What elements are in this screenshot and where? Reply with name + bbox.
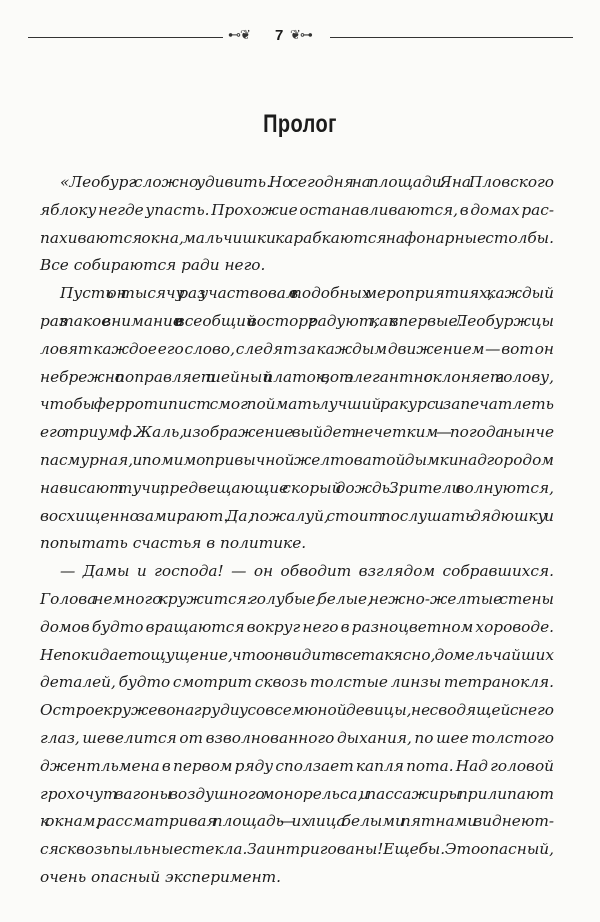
text-line: деталей, будто смотрит сквозь толстые линзы тетранокля. <box>40 673 554 692</box>
text-line: джентльмена в первом ряду сползает капля пота. Над головой <box>40 756 554 775</box>
text-line: Пусть он тысячу раз участвовал в подобных мероприятиях, каждый <box>60 284 554 303</box>
paragraph <box>40 558 554 892</box>
paragraph <box>40 280 554 558</box>
ornament-left-icon: ⊷❦ <box>228 28 250 43</box>
text-line: нависают тучи, предвещающие скорый дождь. Зрители волнуются, <box>40 478 554 497</box>
paragraph <box>40 169 554 280</box>
text-line: очень опасный эксперимент. <box>40 867 282 886</box>
text-line: ловят каждое его слово, следят за каждым движением — вот он <box>40 339 554 358</box>
text-line: его триумф. Жаль, изображение выйдет нечетким — погода нынче <box>40 423 554 442</box>
text-line: чтобы ферротипист смог поймать лучший ракурс и запечатлеть <box>40 395 554 414</box>
text-line: глаз, шевелится от взволнованного дыхания, по шее толстого <box>40 728 554 747</box>
text-line: грохочут вагоны воздушного монорельса, и пассажиры прилипают <box>40 784 554 803</box>
header-rule-left <box>28 37 223 38</box>
text-line: попытать счастья в политике. <box>40 534 307 553</box>
text-line: домов будто вращаются вокруг него в разноцветном хороводе. <box>40 617 554 636</box>
text-line: «Леобург сложно удивить. Но сегодня на площади Яна Пловского <box>60 173 554 191</box>
text-line: небрежно поправляет шейный платок, вот элегантно склоняет голову, <box>40 367 554 386</box>
ornament-right-icon: ❦⊶ <box>290 28 312 43</box>
text-line: к окнам, рассматривая площадь — их лица белыми пятнами виднеют- <box>40 812 554 831</box>
text-line: Не покидает ощущение, что он видит все так ясно, до мельчайших <box>40 645 554 664</box>
text-line: — Дамы и господа! — он обводит взглядом собравшихся. <box>60 562 554 581</box>
text-line: Голова немного кружится: голубые, белые, нежно-желтые стены <box>40 589 554 608</box>
chapter-title: Пролог <box>263 110 337 138</box>
page-number: 7 <box>275 27 284 44</box>
text-line: Острое кружево на груди у совсем юной девицы, не сводящей с него <box>40 701 554 720</box>
chapter-body <box>40 169 554 892</box>
text-line: пахиваются окна, мальчишки карабкаются на фонарные столбы. <box>40 228 554 247</box>
text-line: пасмурная, и помимо привычной желтоватой дымки над городом <box>40 450 554 469</box>
text-line: раз такое внимание и всеобщий восторг радуют, как впервые. Леобуржцы <box>40 311 554 330</box>
text-line: Все собираются ради него. <box>40 256 266 275</box>
text-line: восхищенно замирают. Да, пожалуй, стоит послушать дядюшку и <box>40 506 554 525</box>
header-rule-right <box>330 37 573 38</box>
text-line: ся сквозь пыльные стекла. Заинтригованы! Еще бы. Это опасный, <box>40 840 554 859</box>
running-header <box>28 26 573 48</box>
text-line: яблоку негде упасть. Прохожие останавливаются, в домах рас- <box>40 200 554 219</box>
